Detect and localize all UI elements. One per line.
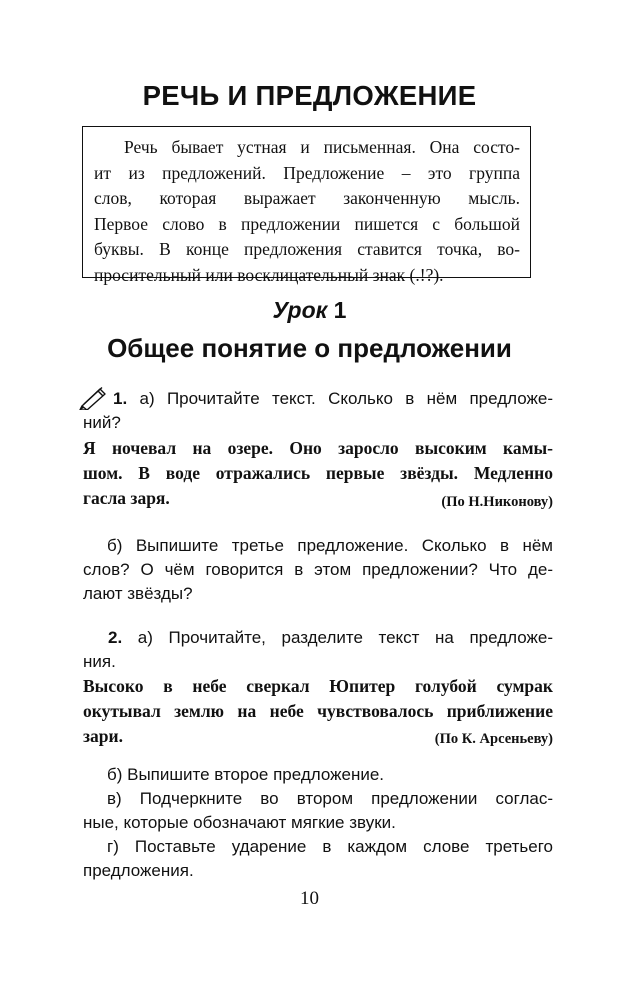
page-number: 10 [300,888,319,909]
task-line: б) Выпишите второе предложение. [107,765,385,784]
rule-line: Речь бывает устная и письменная. Она состо- [124,137,520,157]
reading-line: Я ночевал на озере. Оно заросло высоким камы- [83,438,553,458]
exercise2-source: (По К. Арсеньеву) [434,731,553,747]
task-line: 2. а) Прочитайте, разделите текст на предложе- [108,628,553,647]
reading-line: гасла заря. [83,488,170,508]
rule-box [82,126,531,285]
task-line: лают звёзды? [83,584,193,603]
chapter-title: РЕЧЬ И ПРЕДЛОЖЕНИЕ [142,80,477,111]
exercise-number: 2. [108,628,123,647]
rule-line: ит из предложений. Предложение – это группа [94,162,520,183]
exercise2-task-a [108,626,553,650]
task-line: б) Выпишите третье предложение. Сколько в нём [107,536,553,555]
exercise2-task-b [107,763,553,787]
task-line: ные, которые обозначают мягкие звуки. [83,813,396,832]
lesson-title: Общее понятие о предложении [107,333,512,363]
pencil-icon [78,386,108,410]
rule-line: просительный или восклицательный знак (.!?). [94,264,444,285]
exercise1-source: (По Н.Никонову) [441,494,553,510]
exercise2-task-c [83,787,553,835]
lesson-label [0,297,619,324]
reading-line: Высоко в небе сверкал Юпитер голубой сумрак [83,676,553,696]
task-line: г) Поставьте ударение в каждом слове третьего [107,837,553,856]
rule-line: Первое слово в предложении пишется с большой [94,213,520,234]
rule-line: слов, которая выражает законченную мысль. [94,188,520,208]
reading-line: шом. В воде отражались первые звёзды. Медленно [83,463,553,483]
task-line: предложения. [83,861,194,880]
exercise2-task-a-cont [83,650,553,674]
task-line: слов? О чём говорится в этом предложении? Что де- [83,560,553,579]
exercise1-task-a [113,387,553,411]
exercise1-task-a-cont [83,411,553,435]
lesson-number: 1 [333,297,347,323]
rule-line: буквы. В конце предложения ставится точка, во- [94,239,520,259]
task-line: 1. а) Прочитайте текст. Сколько в нём предложе- [113,389,553,408]
exercise-number: 1. [113,389,128,408]
exercise1-task-b [83,534,553,606]
task-line: ния. [83,652,116,671]
task-line: ний? [83,413,121,432]
reading-line: окутывал землю на небе чувствовалось приближение [83,701,553,721]
reading-line: зари. [83,726,123,746]
lesson-word: Урок [272,297,328,323]
task-line: в) Подчеркните во втором предложении соглас- [107,789,553,808]
exercise2-task-d [83,835,553,883]
